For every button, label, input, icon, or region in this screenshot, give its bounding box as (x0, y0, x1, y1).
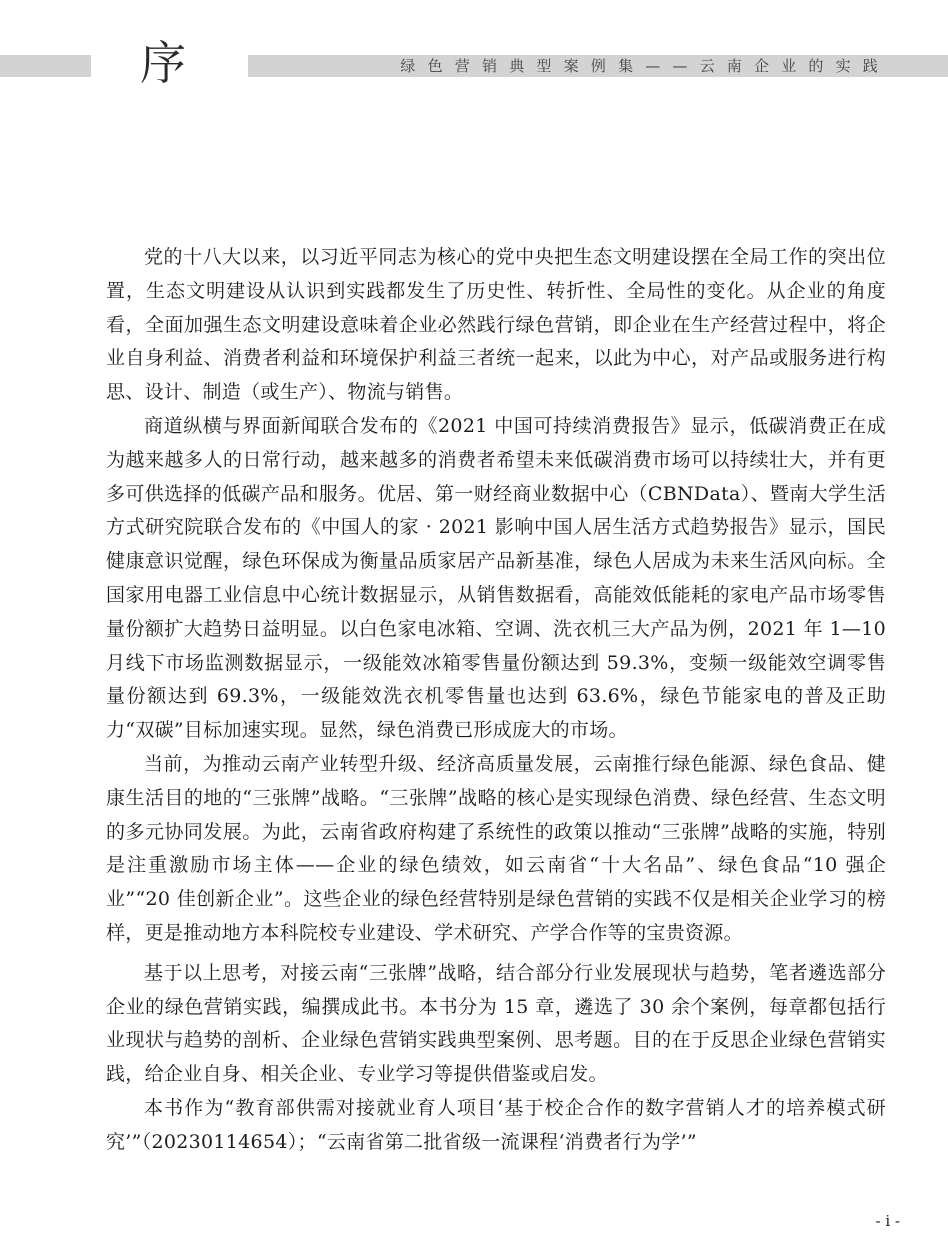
chapter-title: 序 (140, 36, 186, 90)
running-head: 绿色营销典型案例集——云南企业的实践 (400, 57, 890, 75)
body-text (106, 241, 886, 1160)
paragraph: 党的十八大以来，以习近平同志为核心的党中央把生态文明建设摆在全局工作的突出位置，生态文明建设从认识到实践都发生了历史性、转折性、全局性的变化。从企业的角度看，全面加强生态文明建设意味着企业必然践行绿色营销，即企业在生产经营过程中，将企业自身利益、消费者利益和环境保护利益三者统一起来，以此为中心，对产品或服务进行构思、设计、制造（或生产）、物流与销售。 (106, 246, 886, 404)
header-bar-left (0, 55, 91, 77)
page-number: - i - (875, 1212, 900, 1230)
paragraph: 当前，为推动云南产业转型升级、经济高质量发展，云南推行绿色能源、绿色食品、健康生活目的地的“三张牌”战略。“三张牌”战略的核心是实现绿色消费、绿色经营、生态文明的多元协同发展。为此，云南省政府构建了系统性的政策以推动“三张牌”战略的实施，特别是注重激励市场主体——企业的绿色绩效，如云南省“十大名品”、绿色食品“10 强企业”“20 佳创新企业”。这些企业的绿色经营特别是绿色营销的实践不仅是相关企业学习的榜样，更是推动地方本科院校专业建设、学术研究、产学合作等的宝贵资源。 (106, 752, 886, 944)
paragraph: 商道纵横与界面新闻联合发布的《2021 中国可持续消费报告》显示，低碳消费正在成为越来越多人的日常行动，越来越多的消费者希望未来低碳消费市场可以持续壮大，并有更多可供选择的低碳产品和服务。优居、第一财经商业数据中心（CBNData）、暨南大学生活方式研究院联合发布的《中国人的家 · 2021 影响中国人居生活方式趋势报告》显示，国民健康意识觉醒，绿色环保成为衡量品质家居产品新基准，绿色人居成为未来生活风向标。全国家用电器工业信息中心统计数据显示，从销售数据看，高能效低能耗的家电产品市场零售量份额扩大趋势日益明显。以白色家电冰箱、空调、洗衣机三大产品为例，2021 年 1—10 月线下市场监测数据显示，一级能效冰箱零售量份额达到 59.3%，变频一级能效空调零售量份额达到 69.3%，一级能效洗衣机零售量也达到 63.6%，绿色节能家电的普及正助力“双碳”目标加速实现。显然，绿色消费已形成庞大的市场。 (106, 414, 886, 742)
paragraph: 本书作为“教育部供需对接就业育人项目‘基于校企合作的数字营销人才的培养模式研究’”（20230114654）；“云南省第二批省级一流课程‘消费者行为学’” (106, 1096, 886, 1153)
paragraph: 基于以上思考，对接云南“三张牌”战略，结合部分行业发展现状与趋势，笔者遴选部分企业的绿色营销实践，编撰成此书。本书分为 15 章，遴选了 30 余个案例，每章都包括行业现状与趋势的剖析、企业绿色营销实践典型案例、思考题。目的在于反思企业绿色营销实践，给企业自身、相关企业、专业学习等提供借鉴或启发。 (106, 961, 886, 1086)
